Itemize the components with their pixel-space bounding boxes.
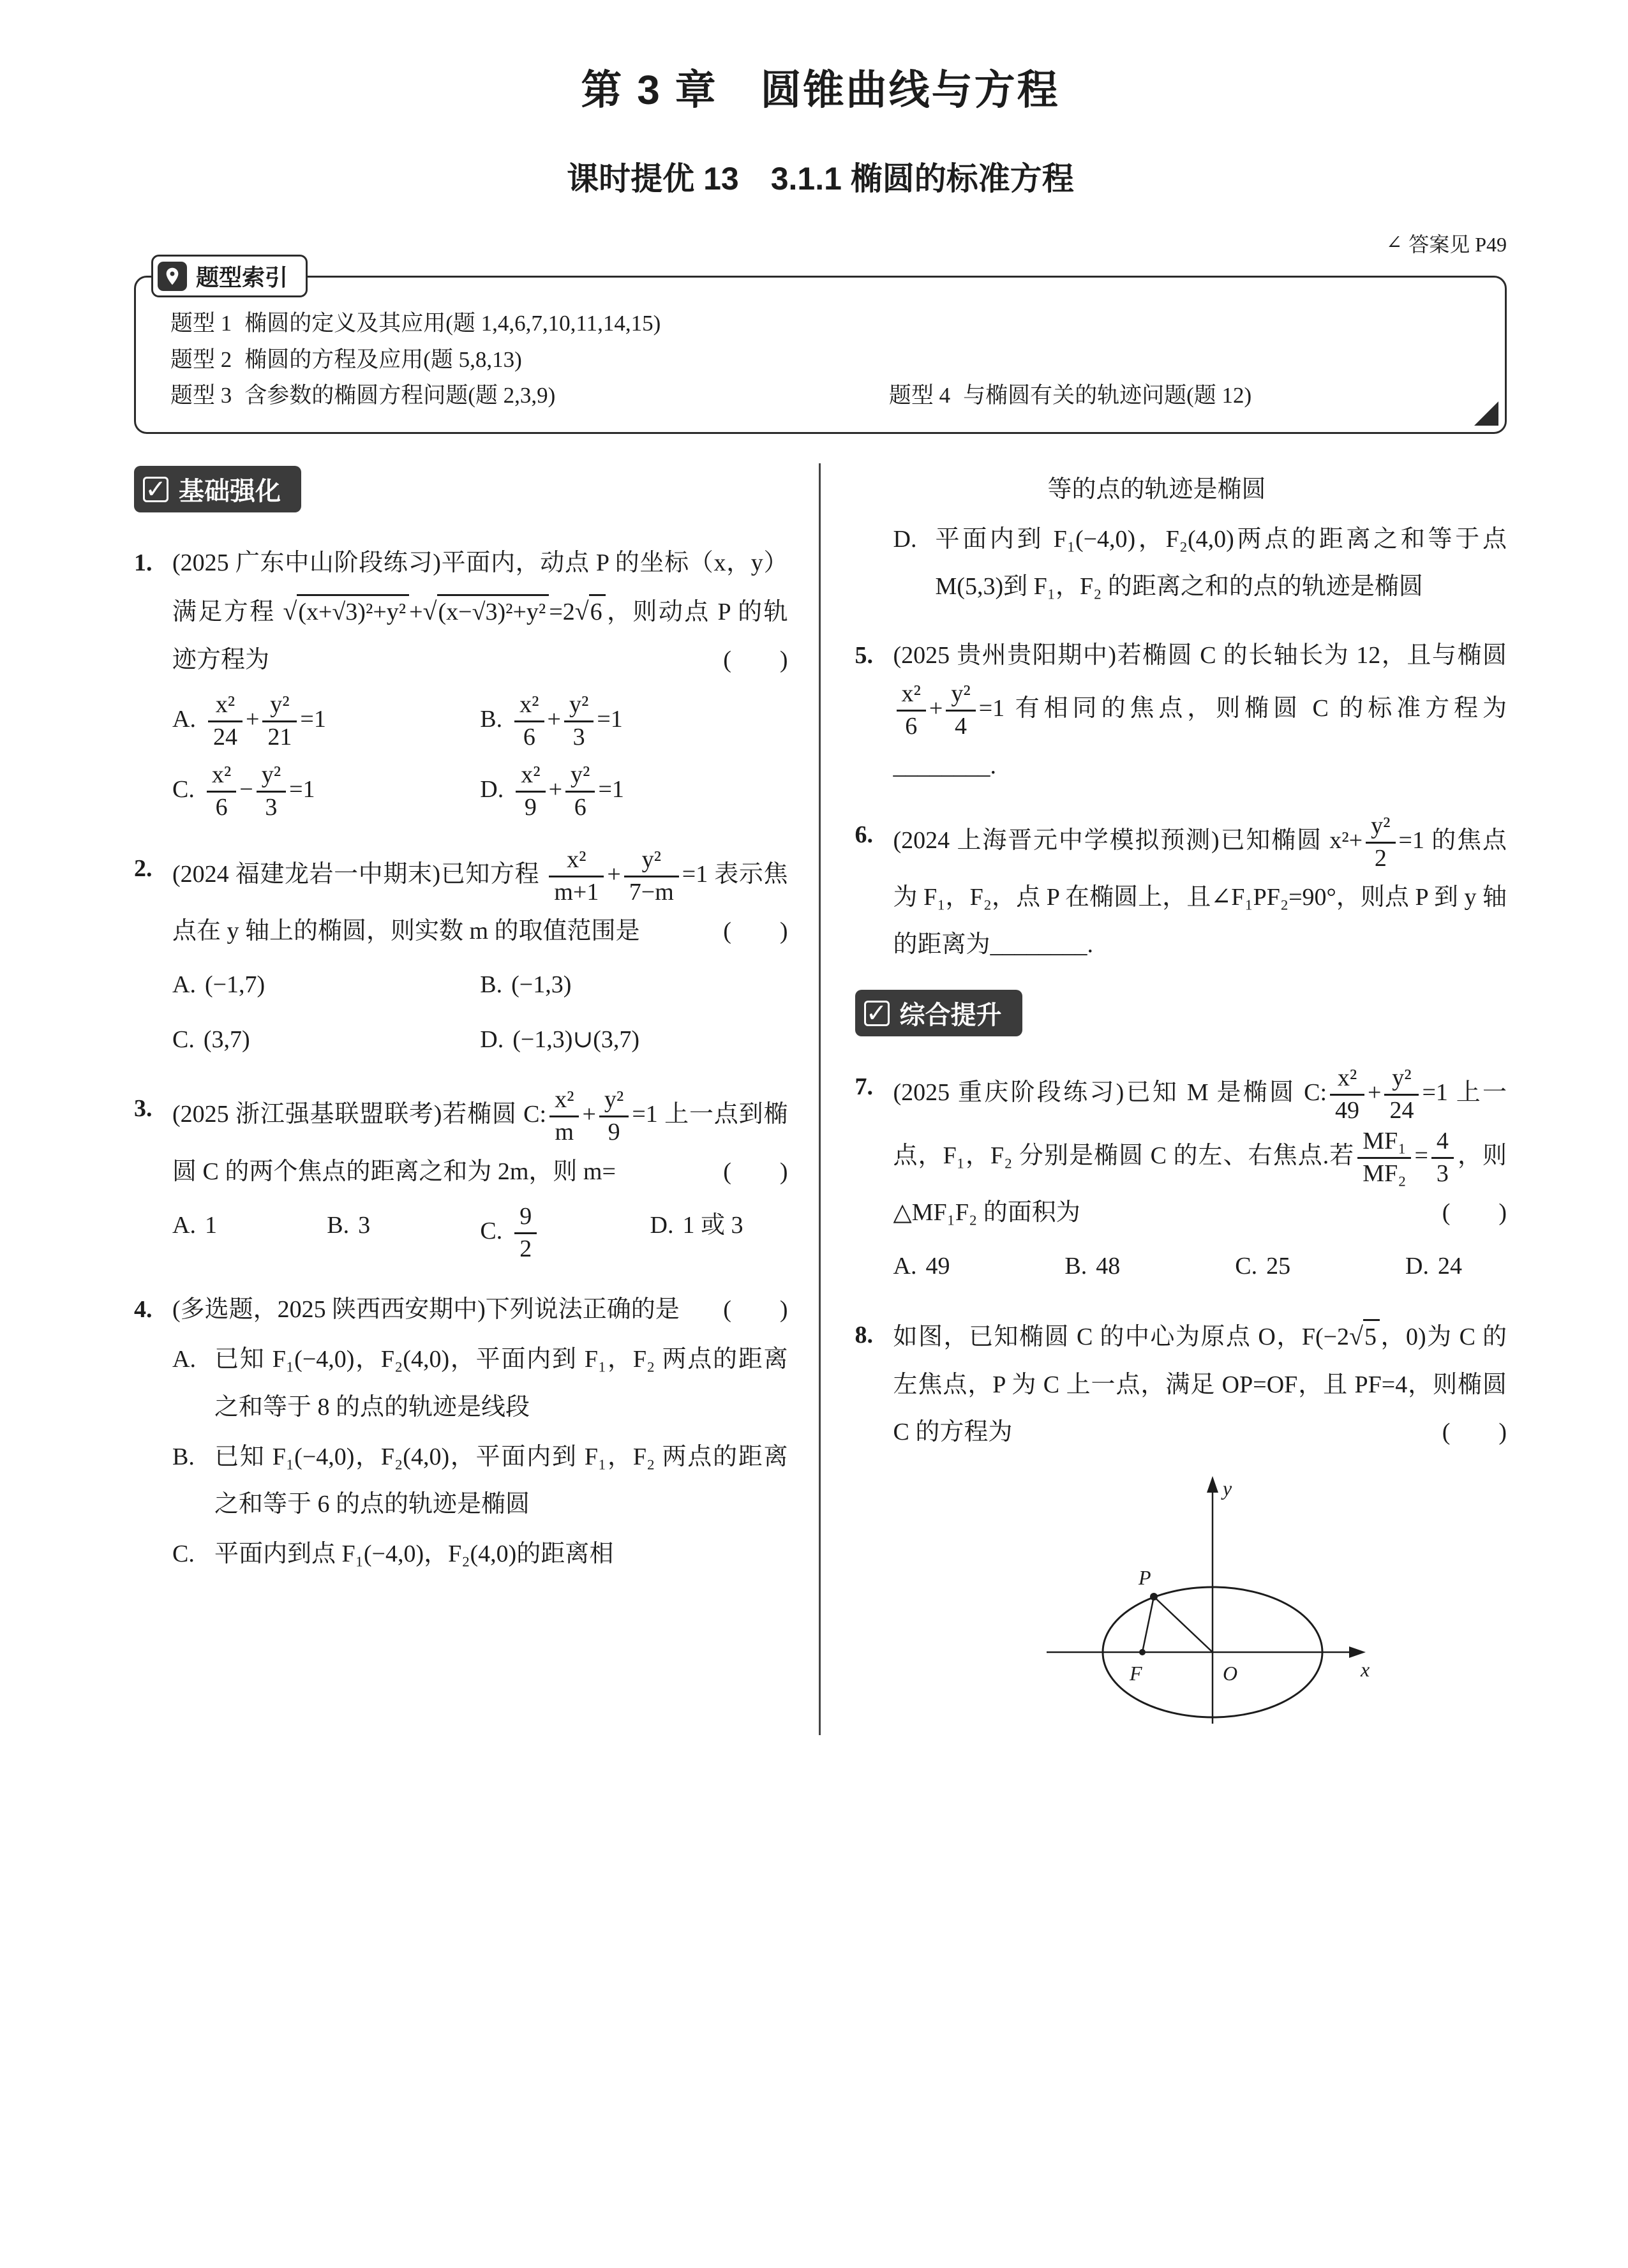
type-3-text: 含参数的椭圆方程问题(题 2,3,9) [244,383,556,408]
problem-3-option-a [172,1202,217,1264]
figure-label-y: y [1223,1477,1232,1500]
problem-3-answer-paren: ( ) [723,1158,788,1185]
corner-triangle [1474,401,1498,426]
problem-8-stem-text: 如图，已知椭圆 C 的中心为原点 O，F(−2√5 ，0)为 C 的左焦点，P 为 C 上一点，满足 OP=OF，且 PF=4，则椭圆 C 的方程为 [893,1324,1507,1445]
problem-1-stem-text: (2025 广东中山阶段练习)平面内，动点 P 的坐标（x，y）满足方程 √(x+√3)²+y² +√(x−√3)²+y² =2√6 ，则动点 P 的轨迹方程为 [172,549,788,673]
problem-type-index-box [134,264,1507,434]
option-text: $\frac{\text{x²}}{6}$ + $\frac{\text{y²}}{3}$ =1 [511,706,623,733]
problem-2-number: 2. [134,854,153,882]
answer-ref-text: 答案见 P49 [1408,233,1507,256]
option-label: A. [172,705,196,733]
index-row-1 [170,306,1477,342]
problem-4-number: 4. [134,1296,153,1324]
option-text: $\frac{9}{2}$ [511,1218,540,1244]
problem-4-answer-paren: ( ) [723,1296,788,1324]
option-label: C. [172,776,195,803]
problem-2-option-b [480,961,788,1008]
problem-7 [855,1063,1507,1290]
option-text: $\frac{\text{x²}}{24}$ + $\frac{\text{y²}}{21}$ =1 [205,706,326,733]
lesson-title: 课时提优 13 3.1.1 椭圆的标准方程 [567,161,1074,197]
problem-4-option-a [172,1336,788,1430]
problem-8-stem [893,1311,1507,1456]
type-4-label: 题型 4 [888,383,951,408]
problem-7-option-d [1405,1242,1462,1290]
problem-3-stem [172,1085,788,1195]
problem-7-option-b [1064,1242,1120,1290]
problem-4-option-c-continuation: 等的点的轨迹是椭圆 [1047,476,1266,504]
problem-7-option-c [1235,1242,1290,1290]
index-row-2 [170,342,1477,378]
option-label: B. [1064,1253,1087,1280]
option-text: (−1,7) [204,971,265,999]
option-text: 48 [1096,1253,1121,1280]
problem-7-number: 7. [855,1073,873,1101]
problem-3-option-d [650,1202,743,1264]
left-column [134,463,821,1735]
option-text: 已知 F₁(−4,0)，F₂(4,0)，平面内到 F₁，F₂ 两点的距离之和等于 8 的点的轨迹是线段 [214,1346,788,1421]
problem-3 [134,1085,788,1264]
problem-2-options [172,961,788,1063]
option-text: $\frac{\text{x²}}{9}$ + $\frac{\text{y²}}{6}$ =1 [512,776,624,803]
problem-1-option-c [172,760,480,823]
figure-label-p: P [1139,1566,1151,1590]
problem-1-stem [172,539,788,683]
option-label: D. [480,1026,504,1054]
option-label: A. [172,1346,196,1373]
check-icon: ✓ [864,1001,890,1026]
right-column [821,463,1507,1735]
option-label: B. [327,1211,350,1239]
problem-7-stem [893,1063,1507,1236]
option-text: 已知 F₁(−4,0)，F₂(4,0)，平面内到 F₁，F₂ 两点的距离之和等于 6 的点的轨迹是椭圆 [214,1443,788,1518]
problem-1-option-a [172,690,480,752]
worksheet-body [134,463,1507,1735]
problem-1-option-d [480,760,788,823]
problem-7-answer-paren: ( ) [1442,1199,1507,1227]
problem-2-stem-text: (2024 福建龙岩一中期末)已知方程 $\frac{\text{x²}}{m+1}$ + $\frac{\text{y²}}{7-m}$ =1 表示焦点在 y 轴上的椭圆，则实数 m 的取值范围是 [172,846,788,945]
option-label: D. [480,776,504,803]
option-text: 平面内到点 F₁(−4,0)，F₂(4,0)的距离相 [214,1540,614,1567]
option-text: (−1,3)∪(3,7) [512,1026,640,1054]
problem-6-stem-text: (2024 上海晋元中学模拟预测)已知椭圆 x²+ $\frac{\text{y²}}{2}$ =1 的焦点为 F₁，F₂，点 P 在椭圆上，且∠F₁PF₂=90°，则点 P 到 y 轴的距离为________. [893,812,1507,959]
problem-6-stem [893,811,1507,969]
type-1-text: 椭圆的定义及其应用(题 1,4,6,7,10,11,14,15) [244,311,661,336]
figure-label-o: O [1223,1662,1238,1685]
option-label: B. [480,705,503,733]
section-basic-label: 基础强化 [179,477,281,506]
answer-see-icon: ∠ [1386,232,1403,253]
type-4-text: 与椭圆有关的轨迹问题(题 12) [963,383,1252,408]
problem-4-stem [172,1286,788,1333]
type-2-label: 题型 2 [170,347,232,372]
chapter-title: 第 3 章 圆锥曲线与方程 [581,67,1060,113]
problem-1-answer-paren: ( ) [723,646,788,673]
option-label: C. [172,1026,195,1054]
problem-3-options [172,1202,788,1264]
option-text: 1 [204,1211,217,1239]
type-3-label: 题型 3 [170,383,232,408]
option-label: D. [1405,1253,1429,1280]
index-tab [151,255,308,297]
problem-5-stem [893,632,1507,789]
problem-8-number: 8. [855,1322,873,1349]
problem-2-option-d [480,1016,788,1063]
index-tab-label: 题型索引 [196,264,288,290]
option-label: B. [480,971,503,999]
index-row-3-left [170,378,889,414]
option-label: A. [172,1211,196,1239]
problem-2-option-c [172,1016,480,1063]
problem-1-options [172,690,788,823]
option-text: 1 或 3 [682,1211,743,1239]
option-label: C. [1235,1253,1258,1280]
problem-5-number: 5. [855,642,873,669]
problem-2-option-a [172,961,480,1008]
section-advanced-label: 综合提升 [899,1001,1002,1030]
option-text: $\frac{\text{x²}}{6}$ − $\frac{\text{y²}}{3}$ =1 [204,776,315,803]
problem-1 [134,539,788,823]
option-label: B. [172,1443,195,1470]
problem-3-option-c [480,1202,540,1264]
problem-7-option-a [893,1242,950,1290]
location-pin-icon [158,262,187,291]
problem-1-number: 1. [134,549,153,577]
section-advanced-badge [855,990,1022,1036]
option-text: 25 [1266,1253,1291,1280]
answer-ref [134,228,1507,258]
section-basic-badge [134,466,301,512]
ellipse-figure [1021,1461,1378,1735]
index-row-3 [170,378,1477,414]
problem-3-number: 3. [134,1095,153,1123]
option-text: 3 [358,1211,371,1239]
option-text: (3,7) [203,1026,250,1054]
problem-2-stem [172,845,788,955]
option-text: 24 [1437,1253,1462,1280]
problem-4-option-b [172,1433,788,1528]
problem-4-continuation [855,466,1507,610]
figure-label-f: F [1130,1662,1142,1685]
problem-7-stem-text: (2025 重庆阶段练习)已知 M 是椭圆 C: $\frac{\text{x²}}{49}$ + $\frac{\text{y²}}{24}$ =1 上一点，F₁，F₂ 分别是椭圆 C 的左、右焦点.若 $\frac{\text{MF₁}}{\text{MF₂}}$ = $\frac{4}{3}$ ，则△MF₁F₂ 的面积为 [893,1064,1507,1227]
option-text: 49 [925,1253,950,1280]
problem-4-stem-text: (多选题，2025 陕西西安期中)下列说法正确的是 [172,1296,680,1324]
problem-4 [134,1286,788,1578]
problem-4-options-continued [893,516,1507,610]
option-label: A. [172,971,196,999]
problem-4-options [172,1336,788,1577]
problem-5-stem-text: (2025 贵州贵阳期中)若椭圆 C 的长轴长为 12，且与椭圆 $\frac{\text{x²}}{6}$ + $\frac{\text{y²}}{4}$ =1 有相同的焦点，则椭圆 C 的标准方程为________. [893,642,1507,779]
problem-6-number: 6. [855,821,873,848]
option-label: D. [650,1211,674,1239]
problem-8-answer-paren: ( ) [1442,1419,1507,1446]
option-label: D. [893,526,917,553]
problem-3-option-b [327,1202,370,1264]
problem-6 [855,811,1507,969]
option-label: C. [172,1540,195,1567]
problem-2-answer-paren: ( ) [723,918,788,945]
option-text: 平面内到 F₁(−4,0)，F₂(4,0)两点的距离之和等于点 M(5,3)到 F₁，F₂ 的距离之和的点的轨迹是椭圆 [935,526,1507,601]
option-label: A. [893,1253,917,1280]
problem-4-option-c [172,1530,788,1578]
option-label: C. [480,1217,503,1244]
problem-8-figure-wrap [893,1461,1507,1735]
problem-8 [855,1311,1507,1735]
problem-4-option-d [893,516,1507,610]
figure-label-x: x [1361,1658,1370,1682]
problem-1-option-b [480,690,788,752]
page-header [134,57,1507,199]
option-text: (−1,3) [511,971,572,999]
problem-7-options [893,1242,1507,1290]
problem-3-stem-text: (2025 浙江强基联盟联考)若椭圆 C: $\frac{\text{x²}}{m}$ + $\frac{\text{y²}}{9}$ =1 上一点到椭圆 C 的两个焦点的距离之和为 2m，则 m= [172,1086,788,1185]
index-row-3-right [889,378,1477,414]
check-icon: ✓ [143,477,168,502]
type-1-label: 题型 1 [170,311,232,336]
type-2-text: 椭圆的方程及应用(题 5,8,13) [244,347,522,372]
problem-5 [855,632,1507,789]
problem-2 [134,845,788,1064]
